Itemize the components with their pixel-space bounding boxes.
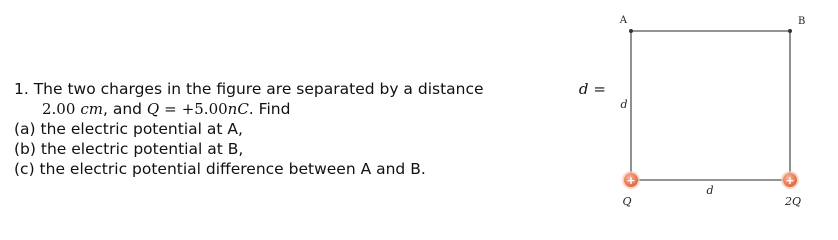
problem-intro-text: 1. The two charges in the figure are separated by a distance [14,80,484,98]
charge-value: +5.00 [181,100,228,118]
figure-svg [600,0,838,212]
label-2Q: 2Q [784,195,802,208]
label-A: A [619,15,627,26]
label-B: B [798,16,806,27]
part-c: (c) the electric potential difference between A and B. [14,160,426,178]
square-charge-figure [600,0,838,212]
charge-2Q-sign: + [785,174,795,187]
part-a: (a) the electric potential at A, [14,120,243,138]
problem-line-1 [14,79,606,99]
equals-sign-2: = [164,100,177,118]
point-A-dot [629,29,633,33]
label-Q: Q [622,195,632,208]
distance-unit: cm [80,100,103,118]
label-d-bottom: d [706,184,714,197]
equals-sign: = [593,80,606,98]
point-B-dot [788,29,792,33]
distance-value: 2.00 [42,100,76,118]
variable-d: d [578,80,589,98]
charge-Q-sign: + [626,174,636,187]
part-b: (b) the electric potential at B, [14,140,244,158]
charge-unit: nC [227,100,249,118]
problem-statement [14,79,614,179]
variable-Q: Q [146,100,160,118]
connector-text: , and [102,100,142,118]
find-text: . Find [248,100,291,118]
problem-line-2 [14,99,614,119]
label-d-left: d [620,98,628,111]
